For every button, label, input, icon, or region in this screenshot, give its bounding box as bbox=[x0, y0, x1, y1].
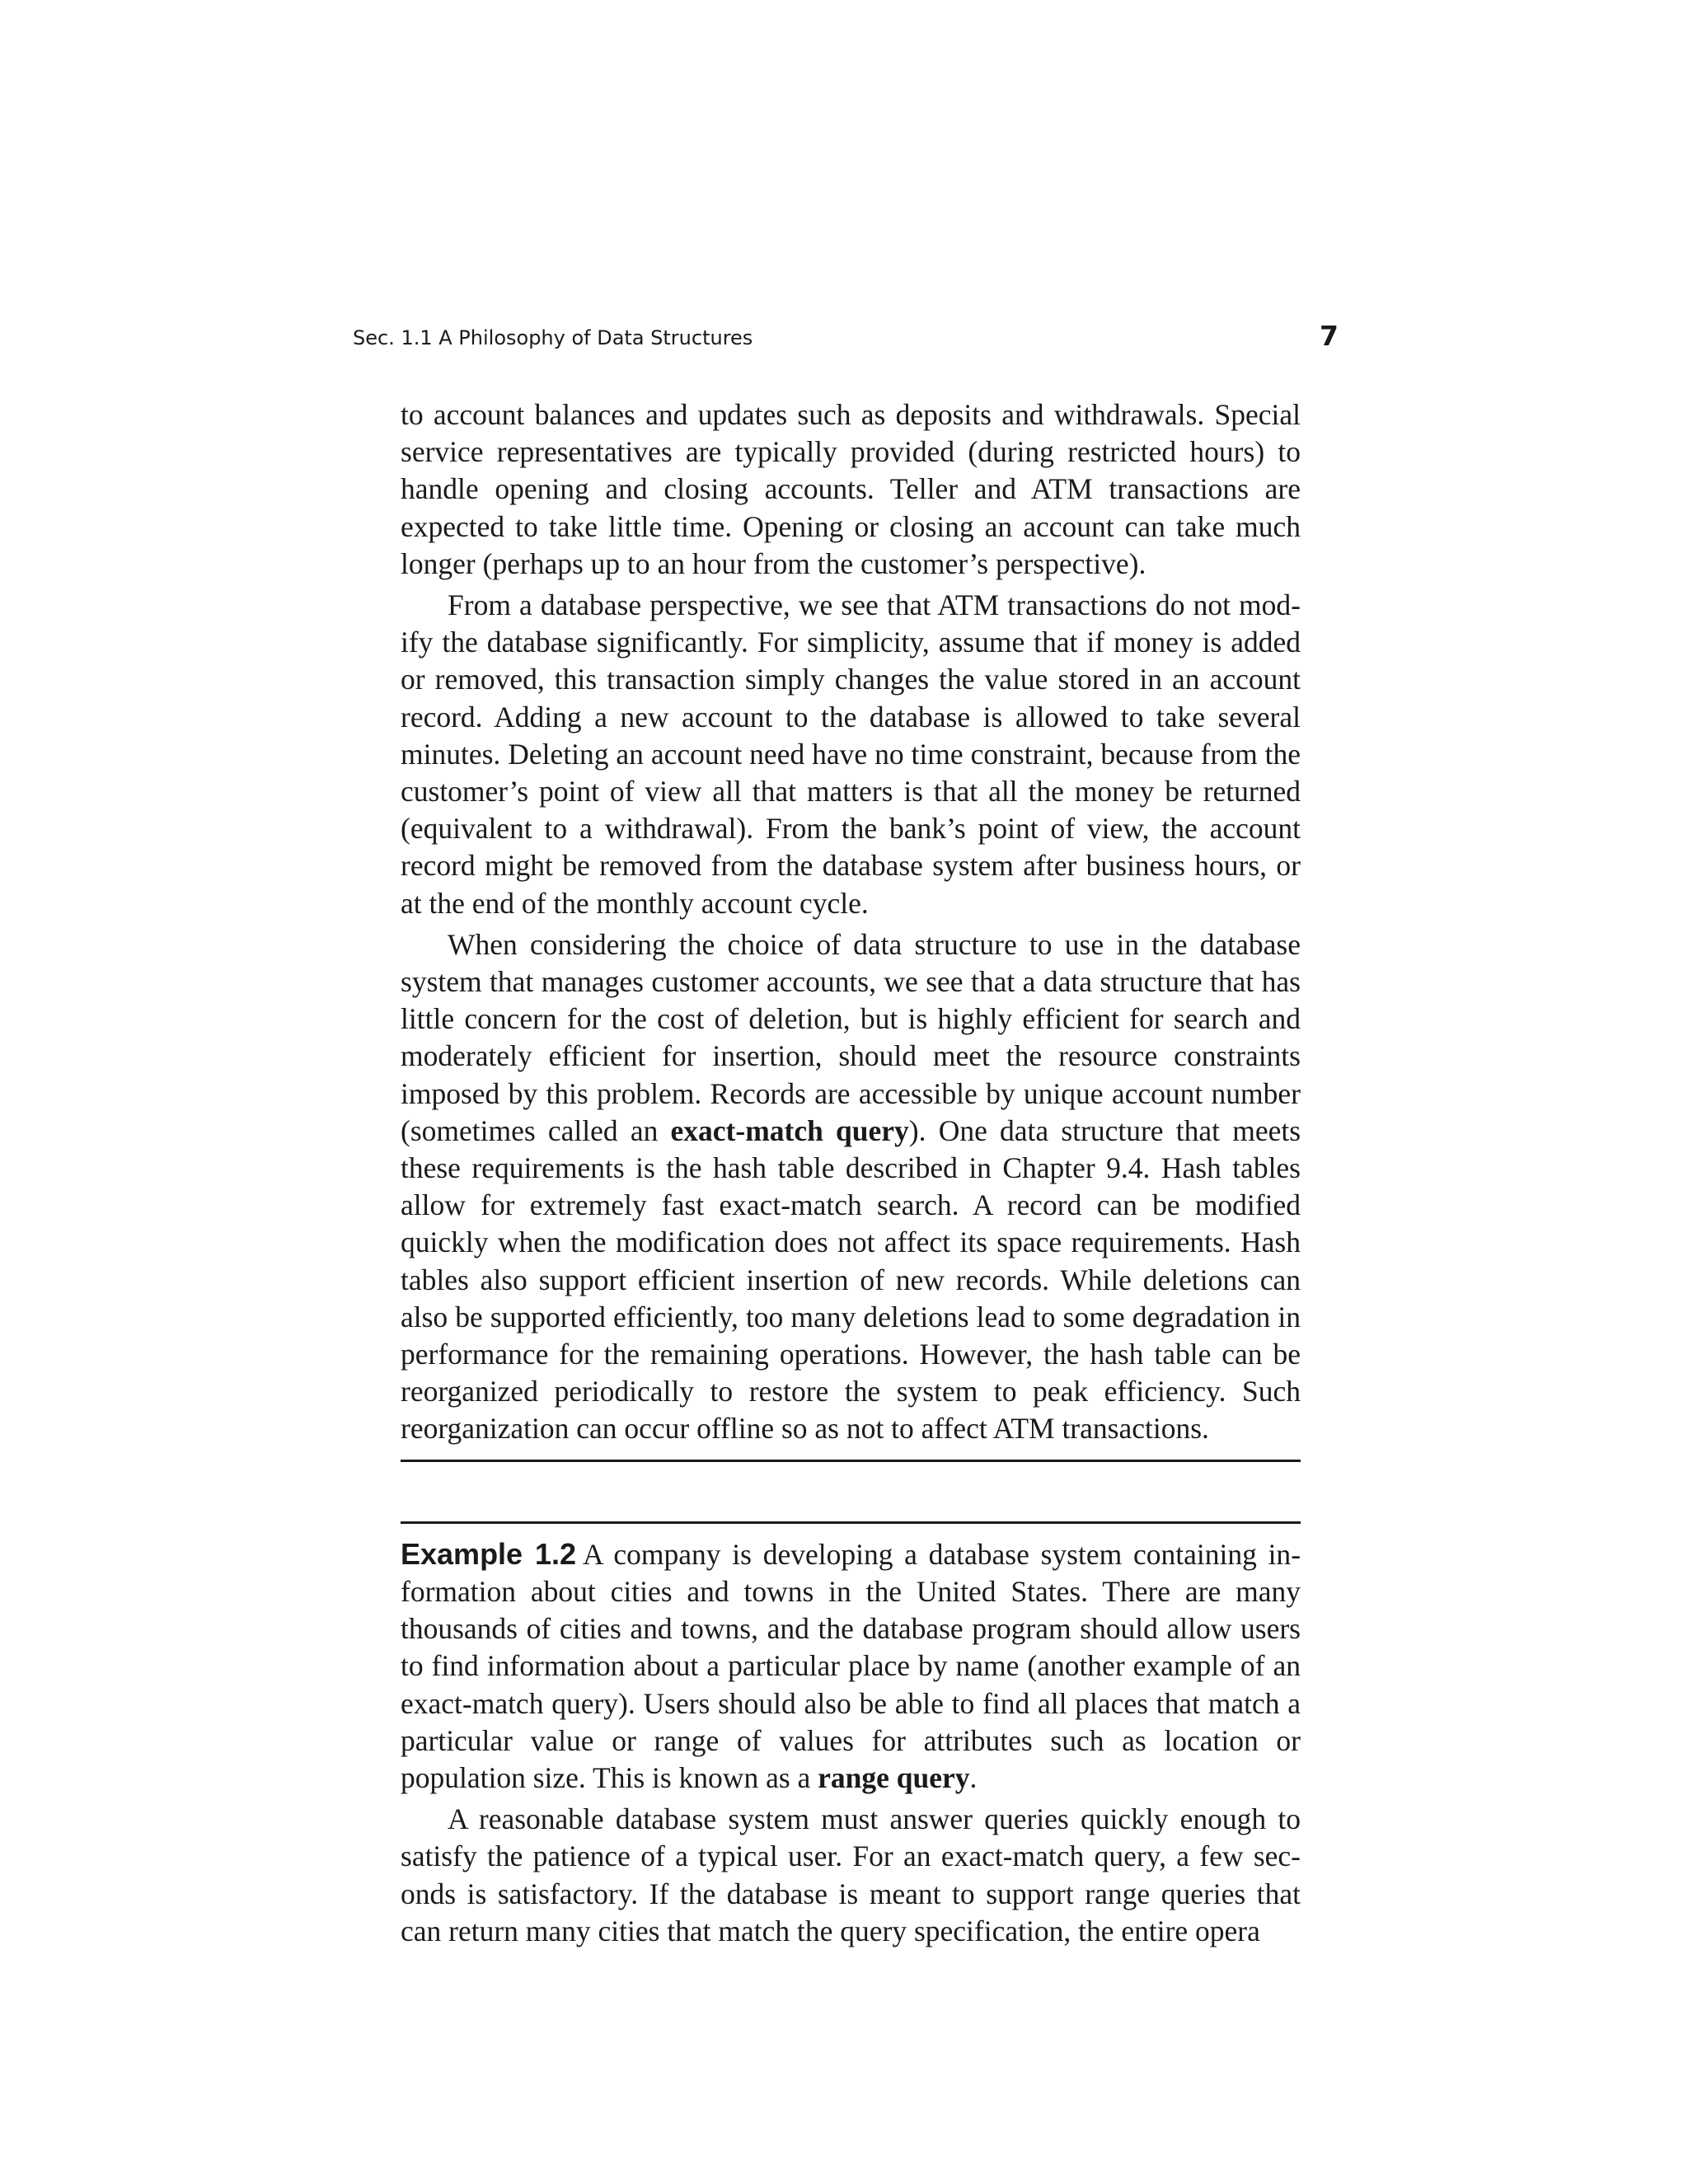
example-end-rule bbox=[401, 1460, 1301, 1462]
running-head bbox=[353, 320, 1339, 359]
paragraph-text: . bbox=[969, 1760, 978, 1794]
paragraph-database-perspective: From a database perspective, we see that ATM transactions do not modify the database significantly. For simplicity, assume that if money is added or removed, this transaction simply changes the value stored in an account record. Adding a new account to the database is allowed to take several minutes. Deleting an account need have no time constraint, because from the customer’s point of view all that matters is that all the money be returned (equivalent to a withdrawal). From the bank’s point of view, the account record might be removed from the database system after business hours, or at the end of the monthly account cycle. bbox=[401, 588, 1301, 920]
example-label: Example 1.2 bbox=[401, 1536, 576, 1571]
paragraph-continued: to account balances and updates such as deposits and withdrawals. Special service representatives are typically provided (during restricted hours) to handle opening and closing accounts. Teller and ATM transactions are expected to take little time. Opening or closing an account can take much longer (perhaps up to an hour from the customer’s perspective). bbox=[401, 398, 1301, 580]
page-number: 7 bbox=[1320, 320, 1339, 352]
example-paragraph-response-time: A reasonable database system must answer queries quickly enough to satisfy the patience of a typical user. For an exact-match query, a few seconds is satisfactory. If the database is meant to support range queries that can return many cities that match the query specification, the entire opera bbox=[401, 1802, 1301, 1947]
example-block bbox=[401, 1535, 1301, 1950]
paragraph-text: When considering the choice of data structure to use in the database system that manages customer accounts, we see that a data structure that has little concern for the cost of deletion, but is highly efficient for search and moderately efficient for insertion, should meet the resource constraints imposed by this problem. Records are accessible by unique account number (sometimes called an bbox=[401, 927, 1301, 1147]
body-text bbox=[401, 396, 1301, 1950]
paragraph-data-structure-choice bbox=[401, 926, 1301, 1448]
paragraph-text: A company is developing a database system containing information about cities and towns in the United States. There are many thousands of cities and towns, and the database program should allow users to find information about a particular place by name (another example of an exact-match query). Users should also be able to find all places that match a particular value or range of values for attributes such as location or population size. This is known as a bbox=[401, 1537, 1301, 1794]
example-start-rule bbox=[401, 1521, 1301, 1524]
example-paragraph bbox=[401, 1535, 1301, 1797]
term-exact-match-query: exact-match query bbox=[670, 1113, 909, 1147]
section-title: Sec. 1.1 A Philosophy of Data Structures bbox=[353, 326, 753, 349]
paragraph-text: ). One data structure that meets these requirements is the hash table described in Chapter 9.4. Hash tables allow for extremely fast exact-match search. A record can be modified quickly when the modification does not affect its space requirements. Hash tables also support efficient insertion of new records. While deletions can also be supported efficiently, too many deletions lead to some degradation in performance for the remaining operations. However, the hash table can be reorganized periodically to restore the system to peak efficiency. Such reorganization can occur offline so as not to affect ATM transactions. bbox=[401, 1113, 1301, 1446]
term-range-query: range query bbox=[818, 1760, 970, 1794]
